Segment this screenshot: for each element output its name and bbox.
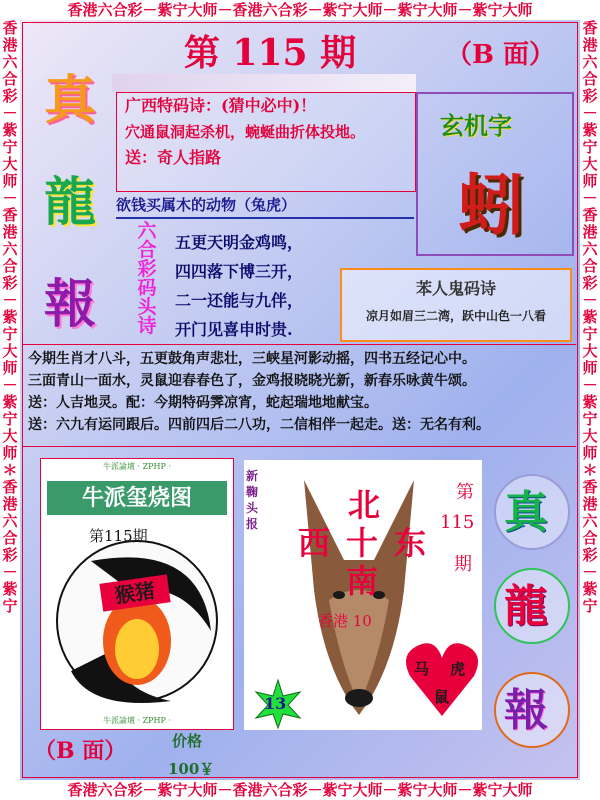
zodiac-puzzle: 欲钱买属木的动物（兔虎） (116, 196, 297, 214)
left-title-2: 龍 (44, 172, 97, 233)
direction-center: 十 (346, 524, 379, 562)
ghost-poem-box (340, 268, 572, 342)
special-poem-line: 穴通鼠洞起杀机，蜿蜒曲折体投地。 (125, 123, 366, 141)
price-label: 价格 (172, 732, 203, 750)
special-poem-send: 送：奇人指路 (125, 148, 222, 167)
watermark: 牛派論壇 · ZPHP · (102, 716, 171, 725)
divider (116, 217, 414, 219)
bottom-face-label: （B 面） (34, 738, 127, 764)
direction-north: 北 (348, 486, 381, 524)
left-title-3: 報 (44, 274, 97, 335)
header-band (112, 74, 416, 92)
para-line: 送：六九有运同跟后。四前四后二八功，二信相伴一起走。送：无名有利。 (28, 417, 490, 433)
ghost-poem-line: 凉月如眉三二湾，跃中山色一八看 (365, 309, 546, 323)
direction-east: 东 (394, 524, 427, 562)
xuanji-title: 玄机字 (440, 111, 512, 140)
border-right: 香港六合彩－紫宁大师－香港六合彩－紫宁大师－紫宁大师＊香港六合彩－紫宁 (580, 20, 600, 780)
image-issue: 第115期 (89, 527, 148, 545)
side-label: 六合彩码头诗 (137, 220, 157, 337)
price-value: 100￥ (168, 760, 215, 778)
issue-suffix: 期 (454, 554, 472, 575)
border-top: 香港六合彩－紫宁大师－香港六合彩－紫宁大师－紫宁大师－紫宁大师 (0, 0, 600, 20)
special-poem-title: 广西特码诗：(猜中必中)！ (125, 96, 317, 115)
poem-line: 二一还能与九伴， (175, 291, 304, 310)
para-line: 三面青山一面水，灵鼠迎春春色了，金鸡报晓晓光新，新春乐咏黄牛颂。 (28, 373, 476, 389)
border-bottom: 香港六合彩－紫宁大师－香港六合彩－紫宁大师－紫宁大师－紫宁大师 (0, 780, 600, 800)
xuanji-char: 蚓 (458, 166, 524, 244)
left-title-1: 真 (44, 70, 97, 131)
para-line: 送：人吉地灵。配：今期特码霁凉宵，蛇起瑞地地献宝。 (28, 395, 378, 411)
face-label: （B 面） (446, 40, 556, 70)
poem-line: 四四落下博三开， (175, 262, 304, 281)
fox-caption: 香港 10 (318, 612, 372, 630)
fox-image (244, 460, 482, 730)
right-title-2: 龍 (504, 581, 548, 632)
ghost-poem-title: 苯人鬼码诗 (415, 279, 496, 298)
xuanji-box (416, 92, 574, 256)
flame-circle-graphic (51, 521, 223, 717)
para-line: 今期生肖才八斗，五更鼓角声悲壮，三峡星河影动摇，四书五经记心中。 (28, 351, 476, 367)
separator (22, 446, 576, 447)
zodiac-stamp: 猴猪 (99, 574, 170, 611)
poem-line: 五更天明金鸡鸣， (175, 233, 304, 252)
heart-zodiac-1: 马 (414, 660, 430, 678)
fortune-image-left (40, 458, 234, 730)
separator (22, 344, 576, 345)
border-left: 香港六合彩－紫宁大师－香港六合彩－紫宁大师－紫宁大师＊香港六合彩－紫宁 (0, 20, 20, 780)
watermark: 牛派論壇 · ZPHP · (102, 462, 171, 471)
image-band: 牛派玺烧图 (47, 481, 227, 515)
direction-west: 西 (298, 524, 331, 562)
issue-number: 115 (440, 512, 475, 533)
side-news-label: 新 鞠 头 报 (246, 469, 259, 531)
poem-line: 开门见喜申时贵. (175, 320, 293, 339)
right-title-3: 報 (504, 685, 548, 736)
heart-zodiac-2: 虎 (450, 660, 466, 678)
issue-prefix: 第 (456, 482, 474, 503)
main-paragraph (28, 348, 576, 436)
star-number: 13 (264, 694, 287, 713)
direction-south: 南 (346, 562, 379, 600)
special-poem-box (116, 92, 416, 192)
issue-title: 第 115 期 (183, 32, 357, 74)
right-title-1: 真 (504, 487, 548, 538)
heart-zodiac-3: 鼠 (434, 688, 450, 706)
